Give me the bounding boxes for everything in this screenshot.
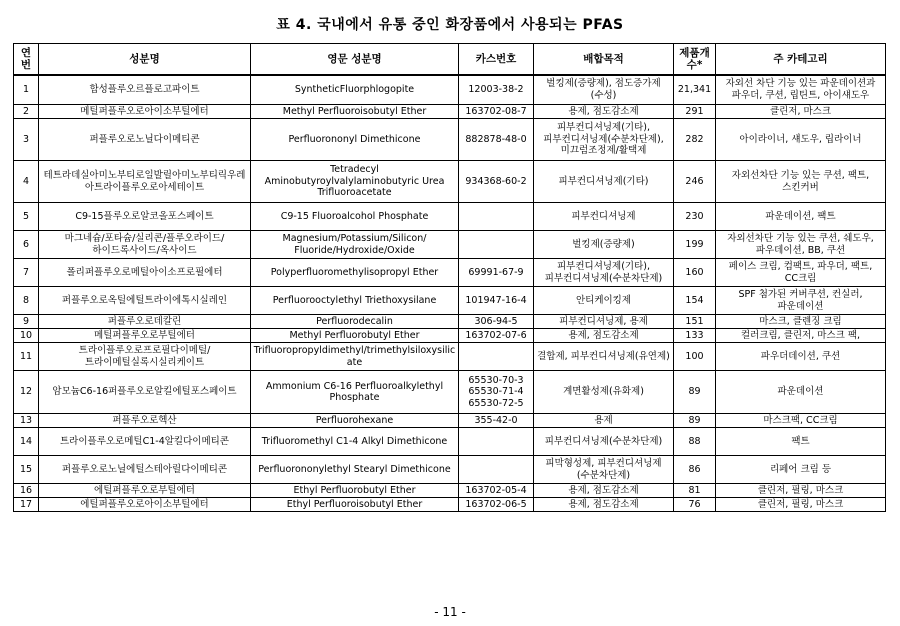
cell-cas: 12003-38-2 [459,75,534,105]
header-row [14,44,886,75]
cell-count: 88 [674,428,716,456]
cell-no: 5 [14,203,39,231]
header-purpose: 배합목적 [534,44,674,75]
cell-ko-name: 메틸퍼플루오로아이소부틸에터 [39,105,251,119]
cell-ko-name: 에틸퍼플루오로아이소부틸에터 [39,498,251,512]
cell-no: 2 [14,105,39,119]
cell-count: 133 [674,329,716,343]
cell-category: 클린저, 필링, 마스크 [716,498,886,512]
cell-purpose: 피부컨디셔닝제 [534,203,674,231]
cell-ko-name: 합성플루오르플로고파이트 [39,75,251,105]
cell-no: 15 [14,456,39,484]
cell-count: 100 [674,343,716,371]
cell-purpose: 안티케이킹제 [534,287,674,315]
cell-purpose: 용제 [534,414,674,428]
cell-ko-name: 암모늄C6-16퍼플루오로알킬에틸포스페이트 [39,371,251,414]
cell-category: 파운데이션, 팩트 [716,203,886,231]
table-row [14,315,886,329]
cell-en-name: Perfluorohexane [251,414,459,428]
cell-purpose: 피부컨디셔닝제(기타), 피부컨디셔닝제(수분차단제), 미끄럼조정제/활택제 [534,119,674,161]
cell-count: 76 [674,498,716,512]
cell-no: 11 [14,343,39,371]
cell-count: 230 [674,203,716,231]
table-row [14,428,886,456]
cell-count: 160 [674,259,716,287]
table-row [14,456,886,484]
cell-en-name: Ethyl Perfluorobutyl Ether [251,484,459,498]
table-row [14,105,886,119]
cell-count: 199 [674,231,716,259]
table-row [14,414,886,428]
cell-purpose: 피막형성제, 피부컨디셔닝제(수분차단제) [534,456,674,484]
cell-en-name: Magnesium/Potassium/Silicon/ Fluoride/Hydroxide/Oxide [251,231,459,259]
cell-purpose: 피부컨디셔닝제(기타), 피부컨디셔닝제(수분차단제) [534,259,674,287]
cell-en-name: Tetradecyl Aminobutyroylvalylaminobutyric Urea Trifluoroacetate [251,161,459,203]
cell-en-name: Ammonium C6-16 Perfluoroalkylethyl Phosphate [251,371,459,414]
cell-category: 아이라이너, 섀도우, 립라이너 [716,119,886,161]
cell-count: 21,341 [674,75,716,105]
table-row [14,371,886,414]
cell-purpose: 용제, 점도감소제 [534,105,674,119]
header-no: 연번 [14,44,39,75]
cell-category: 컬러크림, 클린저, 마스크 팩, [716,329,886,343]
cell-ko-name: 퍼플루오로데칼린 [39,315,251,329]
cell-cas: 69991-67-9 [459,259,534,287]
cell-ko-name: 테트라데실아미노부티로일발릴아미노부티릭우레아트라이플루오로아세테이트 [39,161,251,203]
cell-cas [459,231,534,259]
cell-purpose: 용제, 점도감소제 [534,484,674,498]
cell-ko-name: 마그네슘/포타슘/실리콘/플루오라이드/하이드록사이드/옥사이드 [39,231,251,259]
table-row [14,329,886,343]
cell-no: 13 [14,414,39,428]
cell-ko-name: 퍼플루오로헥산 [39,414,251,428]
cell-purpose: 피부컨디셔닝제(수분차단제) [534,428,674,456]
cell-count: 151 [674,315,716,329]
cell-no: 8 [14,287,39,315]
cell-purpose: 용제, 점도감소제 [534,329,674,343]
cell-en-name: Perfluorooctylethyl Triethoxysilane [251,287,459,315]
cell-category: 마스크팩, CC크림 [716,414,886,428]
cell-cas: 65530-70-3 65530-71-4 65530-72-5 [459,371,534,414]
header-count: 제품개수* [674,44,716,75]
cell-ko-name: 트라이플루오로프로필다이메틸/트라이메틸실록시실리케이트 [39,343,251,371]
cell-no: 9 [14,315,39,329]
cell-no: 4 [14,161,39,203]
cell-count: 291 [674,105,716,119]
cell-purpose: 계면활성제(유화제) [534,371,674,414]
cell-cas: 163702-06-5 [459,498,534,512]
cell-category: 리페어 크림 등 [716,456,886,484]
header-cas: 카스번호 [459,44,534,75]
cell-ko-name: 메틸퍼플루오로부틸에터 [39,329,251,343]
cell-no: 3 [14,119,39,161]
table-row [14,343,886,371]
cell-en-name: SyntheticFluorphlogopite [251,75,459,105]
table-row [14,259,886,287]
cell-en-name: Trifluoropropyldimethyl/trimethylsiloxysilicate [251,343,459,371]
cell-purpose: 벌킹제(증량제) [534,231,674,259]
cell-no: 14 [14,428,39,456]
cell-cas [459,343,534,371]
cell-count: 89 [674,414,716,428]
cell-category: 파우더데이션, 쿠션 [716,343,886,371]
table-row [14,203,886,231]
header-category: 주 카테고리 [716,44,886,75]
cell-no: 7 [14,259,39,287]
cell-ko-name: 트라이플루오로메틸C1-4알킬다이메티콘 [39,428,251,456]
header-en-name: 영문 성분명 [251,44,459,75]
cell-count: 89 [674,371,716,414]
cell-cas: 163702-05-4 [459,484,534,498]
page-number: - 11 - [434,605,466,619]
cell-ko-name: 퍼플루오로노닐다이메티콘 [39,119,251,161]
table-row [14,161,886,203]
pfas-table [13,43,886,512]
cell-count: 154 [674,287,716,315]
cell-cas [459,456,534,484]
table-row [14,484,886,498]
cell-category: 페이스 크림, 컴팩트, 파우더, 팩트, CC크림 [716,259,886,287]
cell-count: 86 [674,456,716,484]
cell-cas [459,203,534,231]
cell-purpose: 벌킹제(증량제), 점도증가제(수성) [534,75,674,105]
cell-category: 자외선차단 기능 있는 쿠션, 팩트, 스킨커버 [716,161,886,203]
header-ko-name: 성분명 [39,44,251,75]
cell-purpose: 용제, 점도감소제 [534,498,674,512]
cell-cas: 355-42-0 [459,414,534,428]
cell-ko-name: 퍼플루오로옥틸에틸트라이에톡시실레인 [39,287,251,315]
cell-count: 81 [674,484,716,498]
cell-en-name: Ethyl Perfluoroisobutyl Ether [251,498,459,512]
cell-category: 자외선 차단 기능 있는 파운데이션과 파우더, 쿠션, 립틴트, 아이섀도우 [716,75,886,105]
cell-cas: 882878-48-0 [459,119,534,161]
cell-no: 1 [14,75,39,105]
cell-ko-name: 퍼플루오로노닐에틸스테아릴다이메티콘 [39,456,251,484]
cell-no: 6 [14,231,39,259]
cell-ko-name: C9-15플루오로알코올포스페이트 [39,203,251,231]
cell-no: 17 [14,498,39,512]
cell-category: 클린저, 마스크 [716,105,886,119]
cell-category: SPF 첨가된 커버쿠션, 컨실러, 파운데이션 [716,287,886,315]
cell-en-name: Methyl Perfluorobutyl Ether [251,329,459,343]
cell-cas: 163702-07-6 [459,329,534,343]
cell-purpose: 결합제, 피부컨디셔닝제(유연제) [534,343,674,371]
table-row [14,498,886,512]
cell-en-name: Trifluoromethyl C1-4 Alkyl Dimethicone [251,428,459,456]
cell-purpose: 피부컨디셔닝제(기타) [534,161,674,203]
cell-cas [459,428,534,456]
cell-category: 파운데이션 [716,371,886,414]
cell-en-name: Perfluorodecalin [251,315,459,329]
cell-category: 마스크, 클렌징 크림 [716,315,886,329]
cell-ko-name: 폴리퍼플루오로메틸아이소프로필에터 [39,259,251,287]
cell-ko-name: 에틸퍼플루오로부틸에터 [39,484,251,498]
table-title: 표 4. 국내에서 유통 중인 화장품에서 사용되는 PFAS [276,17,624,33]
cell-purpose: 피부컨디셔닝제, 용제 [534,315,674,329]
cell-en-name: Polyperfluoromethylisopropyl Ether [251,259,459,287]
cell-en-name: Perfluorononyl Dimethicone [251,119,459,161]
cell-en-name: C9-15 Fluoroalcohol Phosphate [251,203,459,231]
table-row [14,75,886,105]
cell-cas: 101947-16-4 [459,287,534,315]
cell-cas: 306-94-5 [459,315,534,329]
cell-category: 클린저, 필링, 마스크 [716,484,886,498]
cell-no: 10 [14,329,39,343]
cell-en-name: Methyl Perfluoroisobutyl Ether [251,105,459,119]
table-row [14,119,886,161]
cell-count: 282 [674,119,716,161]
table-row [14,231,886,259]
cell-category: 자외선차단 기능 있는 쿠션, 쉐도우, 파우데이션, BB, 쿠션 [716,231,886,259]
cell-no: 12 [14,371,39,414]
cell-category: 팩트 [716,428,886,456]
cell-en-name: Perfluorononylethyl Stearyl Dimethicone [251,456,459,484]
cell-cas: 934368-60-2 [459,161,534,203]
table-row [14,287,886,315]
cell-count: 246 [674,161,716,203]
cell-no: 16 [14,484,39,498]
cell-cas: 163702-08-7 [459,105,534,119]
